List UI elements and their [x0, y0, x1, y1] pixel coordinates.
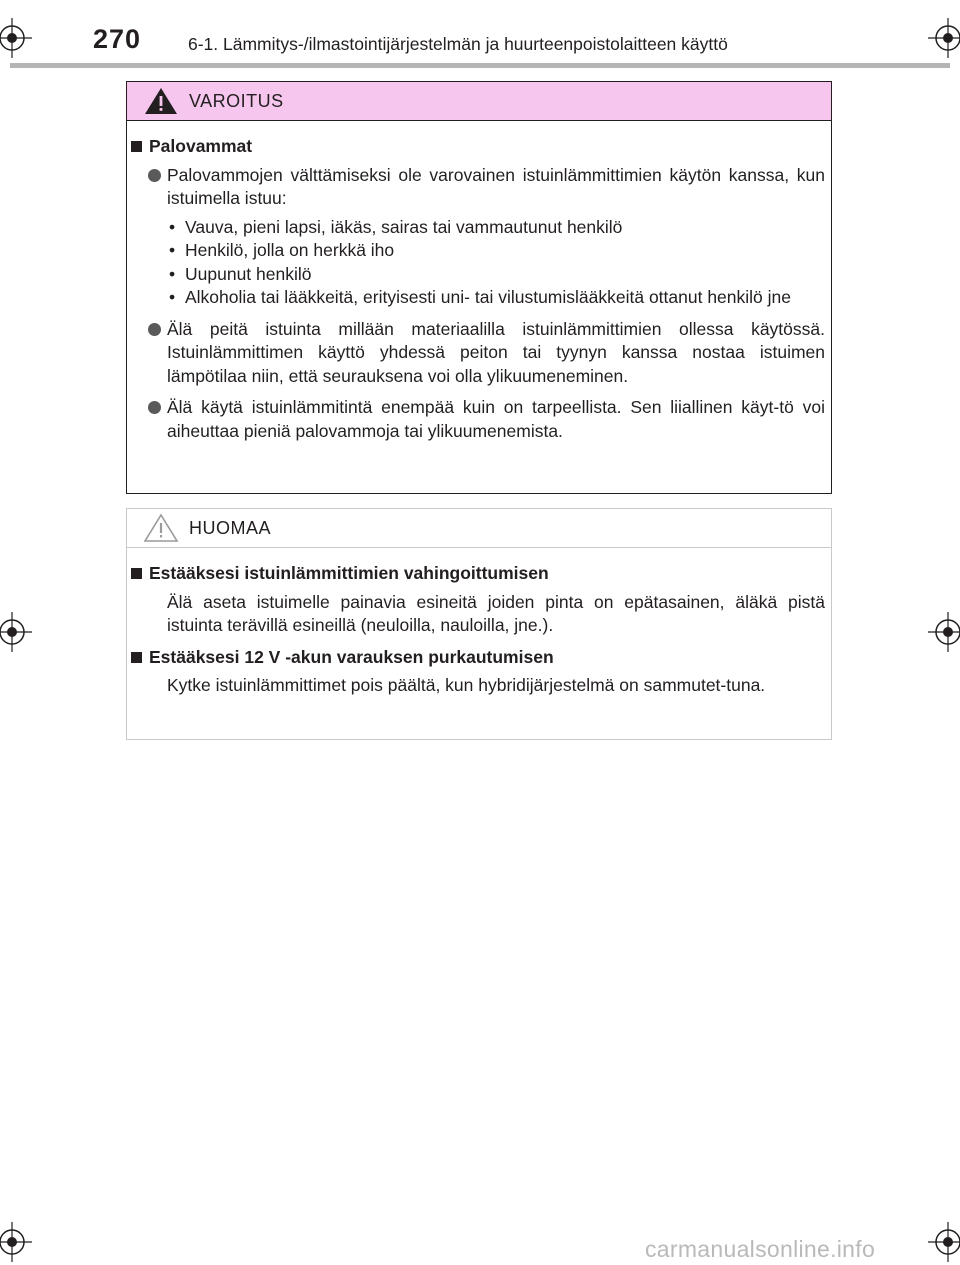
warning-item-text: Älä käytä istuinlämmitintä enempää kuin on tarpeellista. Sen liiallinen käyt-tö voi aiheuttaa pieniä palovammoja tai ylikuumenemista. [167, 397, 825, 441]
round-bullet-icon [148, 169, 161, 182]
section-title: 6-1. Lämmitys-/ilmastointijärjestelmän ja huurteenpoistolaitteen käyttö [188, 34, 728, 54]
notice-heading-text: Estääksesi istuinlämmittimien vahingoittumisen [149, 563, 549, 583]
warning-item [131, 396, 825, 443]
warning-triangle-icon [143, 86, 179, 116]
round-bullet-icon [148, 323, 161, 336]
header-divider [10, 63, 950, 68]
warning-heading [131, 135, 825, 159]
warning-heading-text: Palovammat [149, 136, 253, 156]
warning-header [127, 82, 831, 121]
registration-mark-icon [928, 612, 960, 652]
caution-triangle-icon [143, 513, 179, 543]
registration-mark-icon [928, 1222, 960, 1262]
warning-title: VAROITUS [189, 90, 284, 111]
notice-text: Älä aseta istuimelle painavia esineitä joiden pinta on epätasainen, äläkä pistä istuinta terävillä esineillä (neuloilla, nauloilla, jne.). [167, 591, 825, 635]
notice-heading [131, 562, 825, 586]
warning-item [131, 164, 825, 211]
notice-title: HUOMAA [189, 517, 272, 538]
watermark: carmanualsonline.info [645, 1236, 876, 1262]
square-bullet-icon [131, 652, 142, 663]
list-item: • Henkilö, jolla on herkkä iho [169, 240, 395, 260]
notice-text: Kytke istuinlämmittimet pois päältä, kun hybridijärjestelmä on sammutet-tuna. [167, 675, 766, 695]
warning-item-text: Palovammojen välttämiseksi ole varovainen istuinlämmittimien käytön kanssa, kun istuimella istuu: [167, 164, 825, 208]
registration-mark-icon [0, 18, 32, 58]
notice-heading-text: Estääksesi 12 V -akun varauksen purkautumisen [149, 646, 554, 667]
list-item: • Alkoholia tai lääkkeitä, erityisesti uni- tai vilustumislääkkeitä ottanut henkilö jne [169, 287, 791, 307]
page-number: 270 [93, 24, 142, 54]
notice-body [127, 548, 831, 698]
warning-bullet-list [169, 216, 825, 310]
registration-mark-icon [928, 18, 960, 58]
list-item: • Vauva, pieni lapsi, iäkäs, sairas tai vammautunut henkilö [169, 216, 623, 237]
registration-mark-icon [0, 1222, 32, 1262]
warning-item-text: Älä peitä istuinta millään materiaalilla istuinlämmittimien ollessa käytössä. Istuinlämmittimen käyttö yhdessä peiton tai tyynyn kanssa nostaa istuimen lämpötilaa niin, että seurauksena voi olla ylikuumeneminen. [167, 318, 825, 386]
round-bullet-icon [148, 401, 161, 414]
notice-box [126, 508, 832, 740]
square-bullet-icon [131, 568, 142, 579]
warning-item [131, 318, 825, 389]
list-item: • Uupunut henkilö [169, 263, 312, 284]
square-bullet-icon [131, 141, 142, 152]
notice-header [127, 509, 831, 548]
notice-heading [131, 646, 825, 670]
warning-body [127, 121, 831, 443]
registration-mark-icon [0, 612, 32, 652]
warning-box [126, 81, 832, 494]
